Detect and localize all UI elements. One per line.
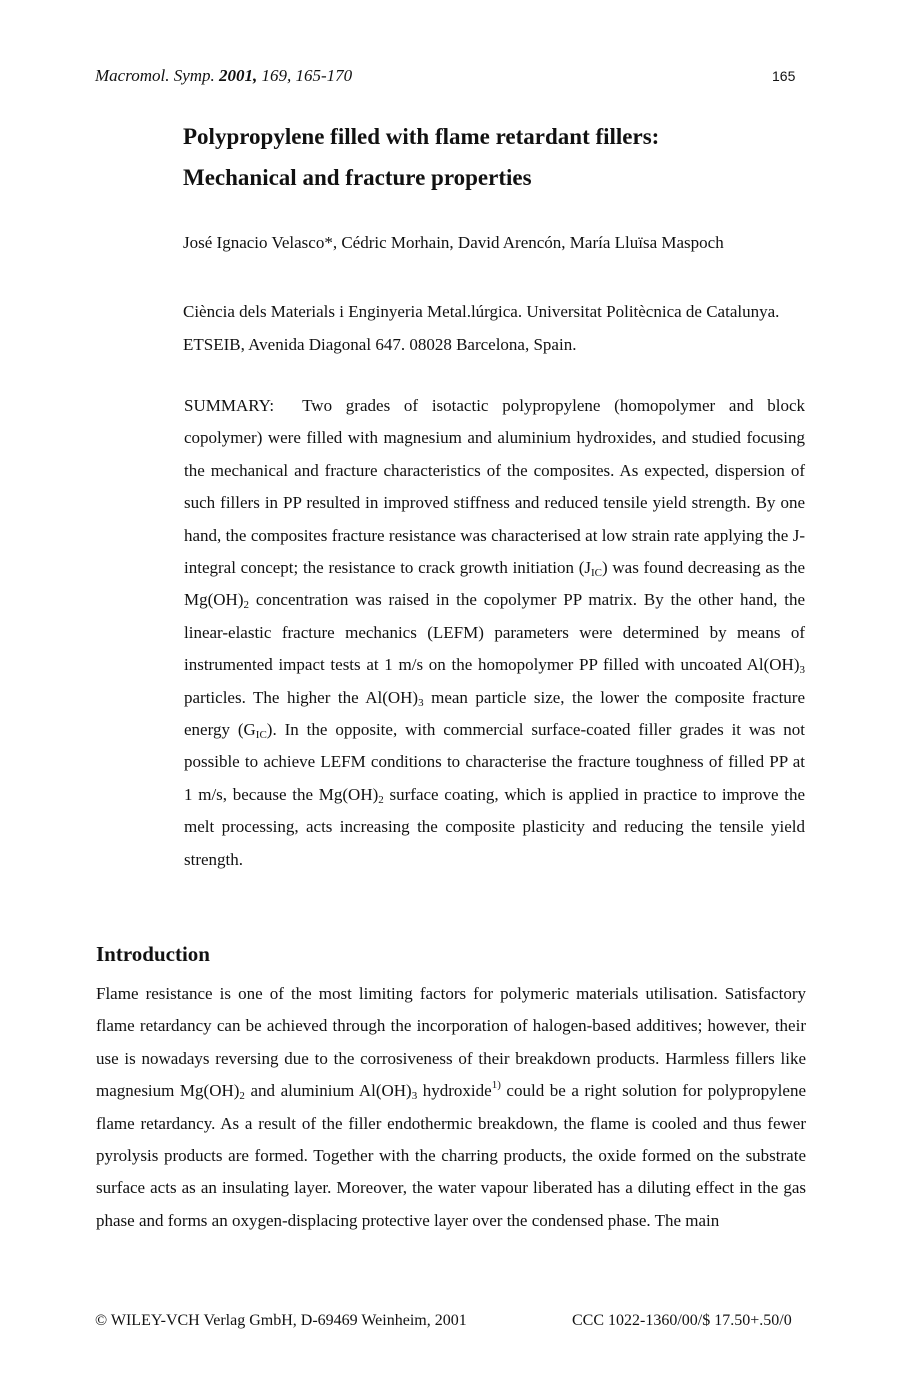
summary-label: SUMMARY: (184, 396, 275, 415)
authors: José Ignacio Velasco*, Cédric Morhain, David Arencón, María Lluïsa Maspoch (183, 233, 724, 252)
title-line-2: Mechanical and fracture properties (183, 165, 532, 190)
reference-marker: 1) (491, 1079, 501, 1092)
title-line-1: Polypropylene filled with flame retardant fillers: (183, 124, 660, 149)
copyright-notice: © WILEY-VCH Verlag GmbH, D-69469 Weinheim, 2001 (95, 1312, 467, 1329)
summary-paragraph: SUMMARY: Two grades of isotactic polypropylene (homopolymer and block copolymer) were filled with magnesium and aluminium hydroxides, and studied focusing the mechanical and fracture characteristics of the composites. As expected, dispersion of such fillers in PP resulted in improved stiffness and reduced tensile yield strength. By one hand, the composites fracture resistance was characterised at low strain rate applying the J-integral concept; the resistance to crack growth initiation $(J_{IC})$ was found decreasing as the $Mg(OH)_2$ concentration was raised in the copolymer PP matrix. By the other hand, the linear-elastic fracture mechanics (LEFM) parameters were determined by means of instrumented impact tests at 1 m/s on the homopolymer PP filled with uncoated $Al(OH)_3$ particles. The higher the $Al(OH)_3$ mean particle size, the lower the composite fracture energy $(G_{IC})$. In the opposite, with commercial surface-coated filler grades it was not possible to achieve LEFM conditions to characterise the fracture toughness of filled PP at 1 m/s, because the $Mg(OH)_2$ surface coating, which is applied in practice to improve the melt processing, acts increasing the composite plasticity and reducing the tensile yield strength. (184, 396, 806, 869)
journal-name: Macromol. Symp. (95, 66, 215, 85)
ccc-code: CCC 1022-1360/00/$ 17.50+.50/0 (572, 1312, 792, 1329)
page-number: 165 (772, 68, 796, 84)
paper-title (183, 116, 659, 198)
volume-pages: 169, 165-170 (261, 66, 353, 85)
running-head (95, 66, 352, 86)
journal-year: 2001, (219, 66, 258, 85)
introduction-heading: Introduction (96, 942, 210, 966)
affiliation: Ciència dels Materials i Enginyeria Metal.lúrgica. Universitat Politècnica de Catalunya. ETSEIB, Avenida Diagonal 647. 08028 Barcelona, Spain. (183, 302, 780, 354)
introduction-paragraph: Flame resistance is one of the most limiting factors for polymeric materials utilisation. Satisfactory flame retardancy can be achieved through the incorporation of halogen-based additives; however, their use is nowadays reversing due to the corrosiveness of their breakdown products. Harmless fillers like magnesium $Mg(OH)_2$ and aluminium $Al(OH)_3$ hydroxide$^{1)}$ could be a right solution for polypropylene flame retardancy. As a result of the filler endothermic breakdown, the flame is cooled and thus fewer pyrolysis products are formed. Together with the charring products, the oxide formed on the substrate surface acts as an insulating layer. Moreover, the water vapour liberated has a diluting effect in the gas phase and forms an oxygen-displacing protective layer over the condensed phase. The main (96, 984, 806, 1230)
